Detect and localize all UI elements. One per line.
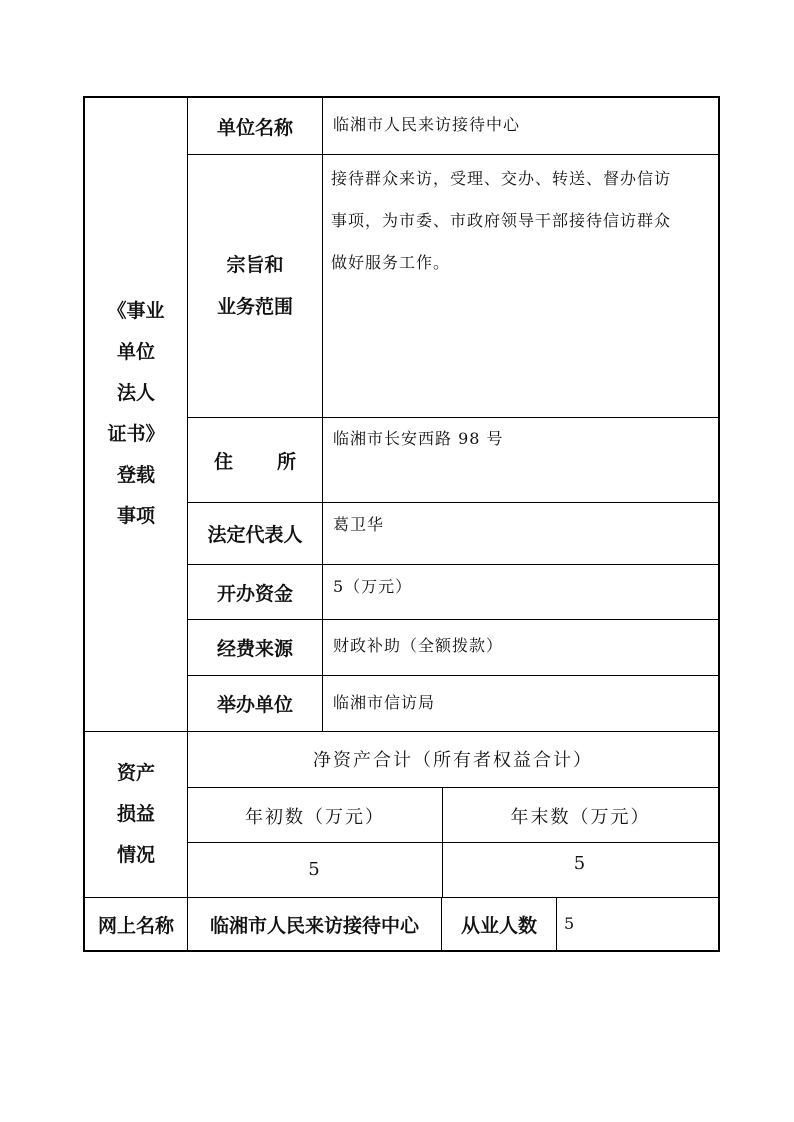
sponsor-value: 临湘市信访局 <box>333 693 436 712</box>
purpose-label <box>188 155 322 417</box>
section-label-line: 登载 <box>116 464 155 486</box>
address-value: 临湘市长安西路 98 号 <box>333 429 504 448</box>
address-label-char: 所 <box>276 450 296 473</box>
staff-count-value: 5 <box>564 914 576 933</box>
online-name-label: 网上名称 <box>97 914 174 937</box>
section-label-line: 事项 <box>116 505 155 527</box>
legal-rep-label: 法定代表人 <box>207 524 303 546</box>
begin-of-year-value: 5 <box>308 859 322 880</box>
section-label-line: 法人 <box>116 382 155 404</box>
section-label-line: 情况 <box>116 844 155 866</box>
staff-count-label: 从业人数 <box>460 914 537 937</box>
purpose-line: 接待群众来访，受理、交办、转送、督办信访 <box>331 169 672 188</box>
table-border-bottom <box>83 950 720 952</box>
purpose-line: 事项，为市委、市政府领导干部接待信访群众 <box>331 211 672 230</box>
capital-label: 开办资金 <box>216 582 293 605</box>
funding-value: 财政补助（全额拨款） <box>333 636 504 655</box>
table-border-top <box>83 96 720 98</box>
purpose-line: 做好服务工作。 <box>331 253 451 272</box>
begin-of-year-header: 年初数（万元） <box>245 807 385 828</box>
section-label-line: 资产 <box>116 762 155 784</box>
section-divider <box>83 731 720 732</box>
legal-rep-value: 葛卫华 <box>333 515 385 534</box>
section-label-line: 《事业 <box>107 300 165 322</box>
assets-section-label <box>85 753 187 876</box>
column-divider <box>322 96 323 731</box>
funding-label: 经费来源 <box>216 638 293 660</box>
purpose-label-line: 业务范围 <box>216 296 293 318</box>
section-label-line: 损益 <box>116 803 155 825</box>
unit-name-label: 单位名称 <box>216 116 293 139</box>
address-label-char: 住 <box>214 450 234 473</box>
section-label-line: 单位 <box>116 341 155 363</box>
address-label <box>188 418 322 502</box>
column-divider <box>556 897 557 951</box>
capital-value: 5（万元） <box>333 577 413 596</box>
row-divider <box>188 842 720 843</box>
online-name-value: 临湘市人民来访接待中心 <box>209 914 419 937</box>
registration-section-label <box>85 291 187 537</box>
section-label-line: 证书》 <box>107 423 165 445</box>
row-divider <box>188 787 720 788</box>
purpose-value <box>331 158 716 284</box>
end-of-year-value: 5 <box>573 853 588 874</box>
purpose-label-line: 宗旨和 <box>226 254 284 276</box>
unit-name-value: 临湘市人民来访接待中心 <box>333 115 521 134</box>
table-border-right <box>718 96 720 952</box>
sponsor-label: 举办单位 <box>216 694 293 716</box>
end-of-year-header: 年末数（万元） <box>510 807 651 828</box>
net-assets-header: 净资产合计（所有者权益合计） <box>313 750 593 771</box>
